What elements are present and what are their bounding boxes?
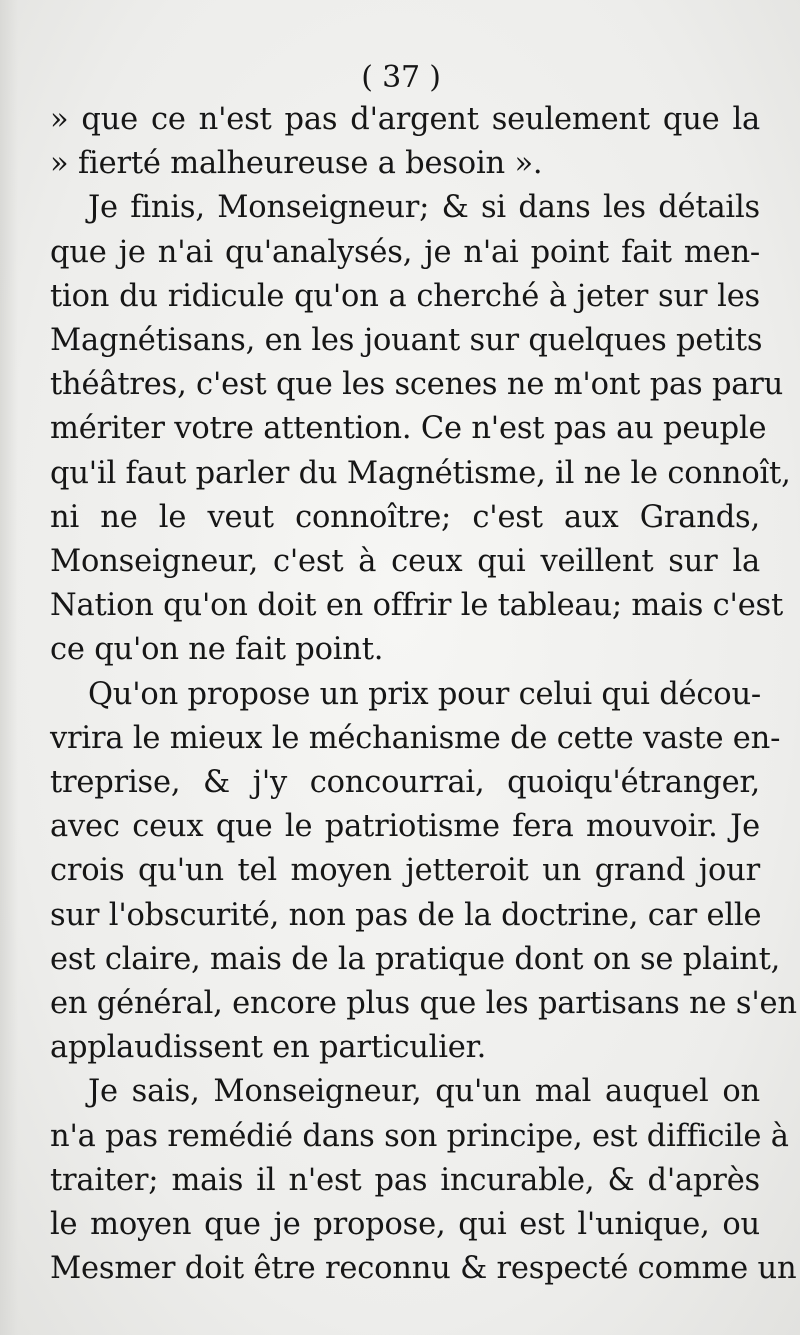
- text-line: treprise, & j'y concourrai, quoiqu'étranger,: [50, 765, 760, 801]
- text-line: le moyen que je propose, qui est l'unique, ou: [50, 1207, 760, 1243]
- text-line: Monseigneur, c'est à ceux qui veillent sur la: [50, 544, 760, 580]
- text-line: Mesmer doit être reconnu & respecté comme un: [50, 1251, 797, 1287]
- text-line: tion du ridicule qu'on a cherché à jeter sur les: [50, 278, 760, 314]
- text-line: Nation qu'on doit en offrir le tableau; mais c'est: [50, 588, 784, 624]
- text-line: Magnétisans, en les jouant sur quelques petits: [50, 323, 763, 359]
- page-text-block: [50, 60, 797, 1291]
- text-line: crois qu'un tel moyen jetteroit un grand jour: [50, 853, 760, 889]
- text-line: théâtres, c'est que les scenes ne m'ont pas paru: [50, 367, 784, 403]
- text-line: qu'il faut parler du Magnétisme, il ne le connoît,: [50, 455, 791, 491]
- text-line: ce qu'on ne fait point.: [50, 632, 384, 668]
- text-line: en général, encore plus que les partisans ne s'en: [50, 986, 797, 1022]
- text-line: mériter votre attention. Ce n'est pas au peuple: [50, 411, 767, 447]
- text-line: n'a pas remédié dans son principe, est difficile à: [50, 1118, 789, 1154]
- text-line: traiter; mais il n'est pas incurable, & d'après: [50, 1162, 760, 1198]
- text-line: est claire, mais de la pratique dont on se plaint,: [50, 941, 781, 977]
- text-line: applaudissent en particulier.: [50, 1030, 487, 1066]
- text-line: Qu'on propose un prix pour celui qui décou-: [88, 676, 761, 712]
- text-line: » fierté malheureuse a besoin ».: [50, 146, 543, 182]
- text-line: Je sais, Monseigneur, qu'un mal auquel on: [88, 1074, 760, 1110]
- page-number: ( 37 ): [361, 60, 441, 95]
- page-edge-shadow: [0, 0, 18, 1335]
- text-line: sur l'obscurité, non pas de la doctrine, car elle: [50, 897, 762, 933]
- text-line: vrira le mieux le méchanisme de cette vaste en-: [50, 720, 781, 756]
- text-line: que je n'ai qu'analysés, je n'ai point fait men-: [50, 234, 760, 270]
- text-line: » que ce n'est pas d'argent seulement que la: [50, 102, 760, 137]
- text-line: Je finis, Monseigneur; & si dans les détails: [88, 190, 760, 226]
- text-line: avec ceux que le patriotisme fera mouvoir. Je: [50, 809, 760, 845]
- text-line: ni ne le veut connoître; c'est aux Grands,: [50, 499, 760, 535]
- text-lines: [50, 98, 797, 1291]
